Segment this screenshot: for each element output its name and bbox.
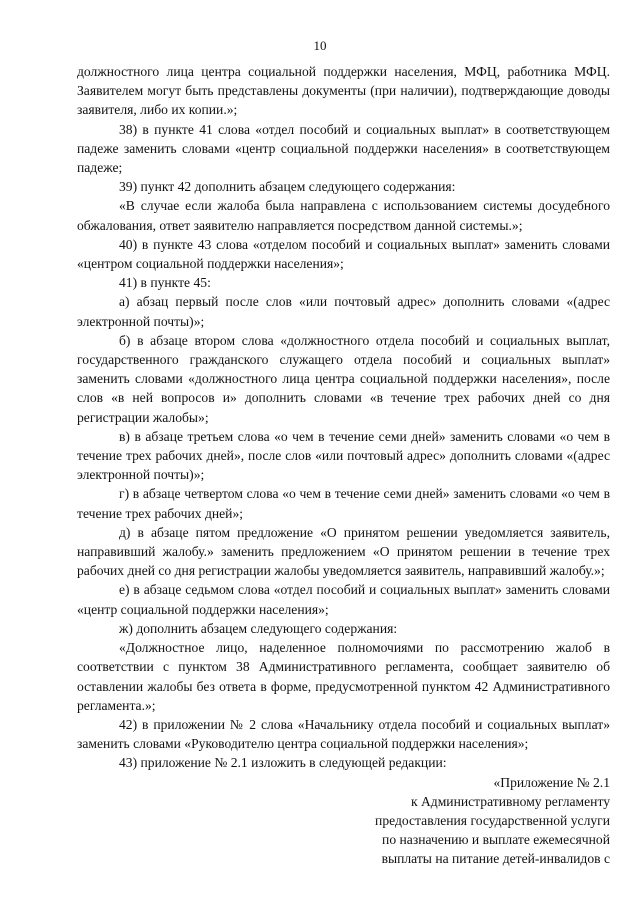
paragraph-item-41-g: г) в абзаце четвертом слова «о чем в течение семи дней» заменить словами «о чем в течение трех рабочих дней»; — [77, 486, 610, 521]
paragraph-item-41-d: д) в абзаце пятом предложение «О принятом решении уведомляется заявитель, направивший жалобу.» заменить предложением «О принятом решении в течение трех рабочих дней со дня регистрации жалобы уведомляется заявитель, направивший жалобу.»; — [77, 524, 610, 579]
paragraph-item-41-b: б) в абзаце втором слова «должностного отдела пособий и социальных выплат, государственного гражданского служащего отдела пособий и социальных выплат» заменить словами «должностного лица центра социальной поддержки населения», после слов «в ней вопросов и» дополнить словами «в течение трех рабочих дней со дня регистрации жалобы»; — [77, 332, 610, 425]
paragraph-item-40: 40) в пункте 43 слова «отделом пособий и социальных выплат» заменить словами «центром социальной поддержки населения»; — [77, 236, 610, 272]
appendix-header-line: к Административному регламенту — [410, 793, 610, 809]
appendix-header-line: выплаты на питание детей-инвалидов с — [381, 851, 610, 867]
appendix-header-line: предоставления государственной услуги — [375, 812, 610, 828]
appendix-header-line: «Приложение № 2.1 — [493, 774, 610, 790]
page-number: 10 — [313, 38, 327, 53]
paragraph-item-41-a: а) абзац первый после слов «или почтовый адрес» дополнить словами «(адрес электронной почты)»; — [77, 294, 610, 329]
appendix-header-line: по назначению и выплате ежемесячной — [382, 832, 610, 848]
paragraph-item-41-e: е) в абзаце седьмом слова «отдел пособий и социальных выплат» заменить словами «центр социальной поддержки населения»; — [77, 582, 610, 617]
paragraph-item-43: 43) приложение № 2.1 изложить в следующей редакции: — [119, 755, 447, 771]
paragraph-continuation: должностного лица центра социальной поддержки населения, МФЦ, работника МФЦ. Заявителем могут быть представлены документы (при наличии), подтверждающие доводы заявителя, либо их копии.»; — [77, 64, 610, 118]
paragraph-item-41-zh: ж) дополнить абзацем следующего содержания: — [119, 620, 398, 636]
appendix-header — [77, 773, 610, 869]
paragraph-item-41-v: в) в абзаце третьем слова «о чем в течение семи дней» заменить словами «о чем в течение трех рабочих дней», после слов «или почтовый адрес» дополнить словами «(адрес электронной почты)»; — [77, 428, 610, 483]
paragraph-quote-39: «В случае если жалоба была направлена с использованием системы досудебного обжалования, ответ заявителю направляется посредством данной системы.»; — [77, 198, 610, 233]
paragraph-item-38: 38) в пункте 41 слова «отдел пособий и социальных выплат» в соответствующем падеже заменить словами «центр социальной поддержки населения» в соответствующем падеже; — [77, 121, 610, 176]
paragraph-item-41: 41) в пункте 45: — [119, 275, 211, 291]
paragraph-quote-41-zh: «Должностное лицо, наделенное полномочиями по рассмотрению жалоб в соответствии с пунктом 38 Административного регламента, сообщает заявителю об оставлении жалобы без ответа в форме, предусмотренной пунктом 42 Административного регламента.»; — [77, 640, 610, 713]
paragraph-item-42: 42) в приложении № 2 слова «Начальнику отдела пособий и социальных выплат» заменить словами «Руководителю центра социальной поддержки населения»; — [77, 716, 610, 752]
document-body — [77, 62, 610, 869]
paragraph-item-39: 39) пункт 42 дополнить абзацем следующего содержания: — [119, 179, 456, 195]
